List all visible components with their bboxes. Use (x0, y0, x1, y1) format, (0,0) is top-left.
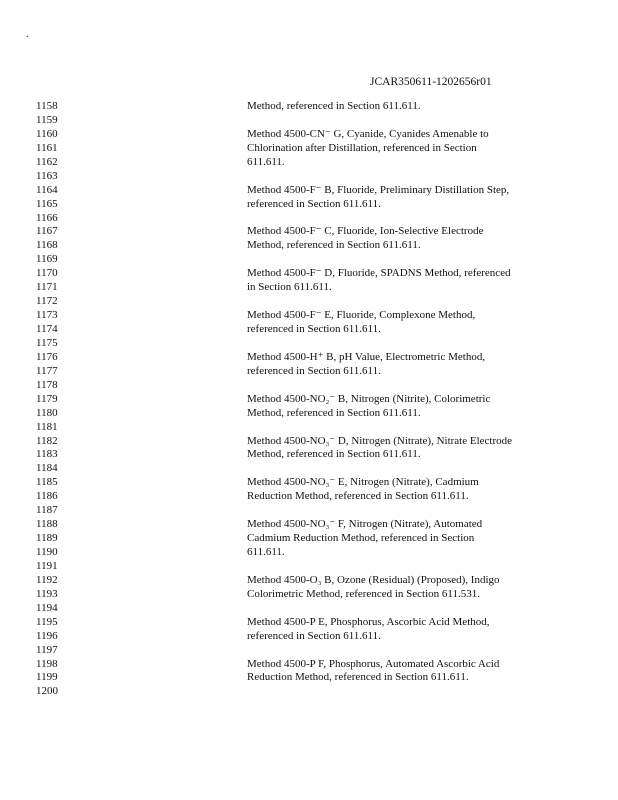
line-number: 1159 (36, 113, 58, 126)
document-line (0, 684, 618, 698)
line-text: referenced in Section 611.611. (247, 323, 381, 335)
line-text: Method 4500-P E, Phosphorus, Ascorbic Acid Method, (247, 615, 490, 628)
line-text: Method, referenced in Section 611.611. (247, 448, 421, 461)
document-line (0, 280, 618, 294)
line-number: 1193 (36, 587, 58, 600)
line-text: Cadmium Reduction Method, referenced in Section (247, 532, 475, 545)
document-line (0, 113, 618, 127)
line-number: 1166 (36, 211, 58, 224)
document-line (0, 573, 618, 587)
line-number: 1174 (36, 323, 58, 335)
line-text: referenced in Section 611.611. (247, 197, 381, 210)
line-number: 1168 (36, 239, 58, 252)
line-text: Method, referenced in Section 611.611. (247, 239, 421, 252)
numbered-lines (0, 99, 618, 698)
page-mark: . (26, 29, 29, 40)
document-line (0, 559, 618, 573)
document-line (0, 406, 618, 420)
document-line (0, 447, 618, 461)
line-number: 1175 (36, 336, 58, 349)
line-text: Reduction Method, referenced in Section 611.611. (247, 671, 469, 684)
document-line (0, 392, 618, 406)
line-number: 1183 (36, 448, 58, 461)
document-line (0, 294, 618, 308)
line-text: in Section 611.611. (247, 281, 332, 294)
document-line (0, 336, 618, 350)
line-number: 1161 (36, 141, 58, 154)
line-number: 1179 (36, 392, 58, 405)
document-line (0, 211, 618, 225)
line-number: 1169 (36, 253, 58, 266)
document-line (0, 434, 618, 448)
line-number: 1170 (36, 267, 58, 280)
document-line (0, 489, 618, 503)
line-text: Method 4500-F⁻ C, Fluoride, Ion-Selective Electrode (247, 225, 484, 238)
line-text: Method 4500-F⁻ D, Fluoride, SPADNS Method, referenced (247, 267, 511, 280)
document-line (0, 197, 618, 211)
line-number: 1188 (36, 518, 58, 531)
line-number: 1185 (36, 476, 58, 489)
document-line (0, 322, 618, 336)
line-text: Method, referenced in Section 611.611. (247, 406, 421, 419)
line-number: 1186 (36, 490, 58, 503)
document-line (0, 629, 618, 643)
document-line (0, 364, 618, 378)
line-text: 611.611. (247, 155, 285, 168)
line-number: 1197 (36, 643, 58, 656)
line-text: Method 4500-F⁻ B, Fluoride, Preliminary Distillation Step, (247, 183, 510, 196)
line-number: 1176 (36, 350, 58, 363)
line-number: 1199 (36, 671, 58, 684)
document-line (0, 531, 618, 545)
line-number: 1195 (36, 615, 58, 628)
line-number: 1191 (36, 559, 58, 572)
line-text: Method 4500-P F, Phosphorus, Automated Ascorbic Acid (247, 657, 500, 670)
line-text: Method 4500-O₃ B, Ozone (Residual) (Proposed), Indigo (247, 573, 500, 586)
line-number: 1160 (36, 127, 58, 140)
document-line (0, 420, 618, 434)
line-text: Method 4500-NO₂⁻ B, Nitrogen (Nitrite), Colorimetric (247, 392, 491, 405)
document-line (0, 601, 618, 615)
line-number: 1172 (36, 295, 58, 308)
document-line (0, 503, 618, 517)
line-text: Method 4500-H⁺ B, pH Value, Electrometric Method, (247, 350, 486, 363)
line-number: 1164 (36, 183, 58, 196)
line-text: referenced in Section 611.611. (247, 629, 381, 642)
line-number: 1171 (36, 281, 58, 294)
line-number: 1184 (36, 462, 58, 475)
line-number: 1196 (36, 629, 58, 642)
document-line (0, 224, 618, 238)
line-number: 1167 (36, 225, 58, 238)
document-line (0, 670, 618, 684)
line-number: 1200 (36, 685, 58, 698)
document-line (0, 350, 618, 364)
line-number: 1180 (36, 406, 58, 419)
line-text: 611.611. (247, 546, 285, 558)
line-text: Method 4500-F⁻ E, Fluoride, Complexone Method, (247, 309, 476, 322)
line-number: 1181 (36, 420, 58, 433)
document-line (0, 378, 618, 392)
line-text: Method 4500-NO₃⁻ D, Nitrogen (Nitrate), Nitrate Electrode (247, 434, 513, 447)
document-line (0, 545, 618, 559)
document-line (0, 169, 618, 183)
line-text: Method 4500-NO₃⁻ F, Nitrogen (Nitrate), Automated (247, 518, 483, 531)
document-line (0, 183, 618, 197)
line-number: 1189 (36, 532, 58, 545)
document-line (0, 643, 618, 657)
line-number: 1194 (36, 601, 58, 614)
line-number: 1173 (36, 309, 58, 322)
line-text: Chlorination after Distillation, referenced in Section (247, 141, 477, 154)
document-line (0, 587, 618, 601)
document-line (0, 461, 618, 475)
line-number: 1162 (36, 155, 58, 168)
document-line (0, 99, 618, 113)
document-line (0, 308, 618, 322)
document-line (0, 155, 618, 169)
line-text: Method, referenced in Section 611.611. (247, 100, 421, 112)
document-line (0, 127, 618, 141)
line-number: 1177 (36, 364, 58, 377)
line-number: 1158 (36, 100, 58, 112)
line-text: Reduction Method, referenced in Section 611.611. (247, 490, 469, 503)
line-number: 1192 (36, 573, 58, 586)
line-number: 1163 (36, 169, 58, 182)
document-line (0, 141, 618, 155)
line-text: Method 4500-CN⁻ G, Cyanide, Cyanides Amenable to (247, 127, 489, 140)
document-line (0, 517, 618, 531)
line-text: Method 4500-NO₃⁻ E, Nitrogen (Nitrate), Cadmium (247, 476, 479, 489)
document-id: JCAR350611-1202656r01 (370, 76, 492, 88)
line-number: 1187 (36, 504, 58, 517)
line-text: referenced in Section 611.611. (247, 364, 381, 377)
document-line (0, 238, 618, 252)
line-number: 1178 (36, 378, 58, 391)
document-line (0, 475, 618, 489)
line-number: 1165 (36, 197, 58, 210)
line-number: 1182 (36, 434, 58, 447)
line-number: 1190 (36, 546, 58, 558)
line-text: Colorimetric Method, referenced in Section 611.531. (247, 587, 480, 600)
document-line (0, 657, 618, 671)
document-line (0, 266, 618, 280)
document-line (0, 615, 618, 629)
document-line (0, 252, 618, 266)
line-number: 1198 (36, 657, 58, 670)
